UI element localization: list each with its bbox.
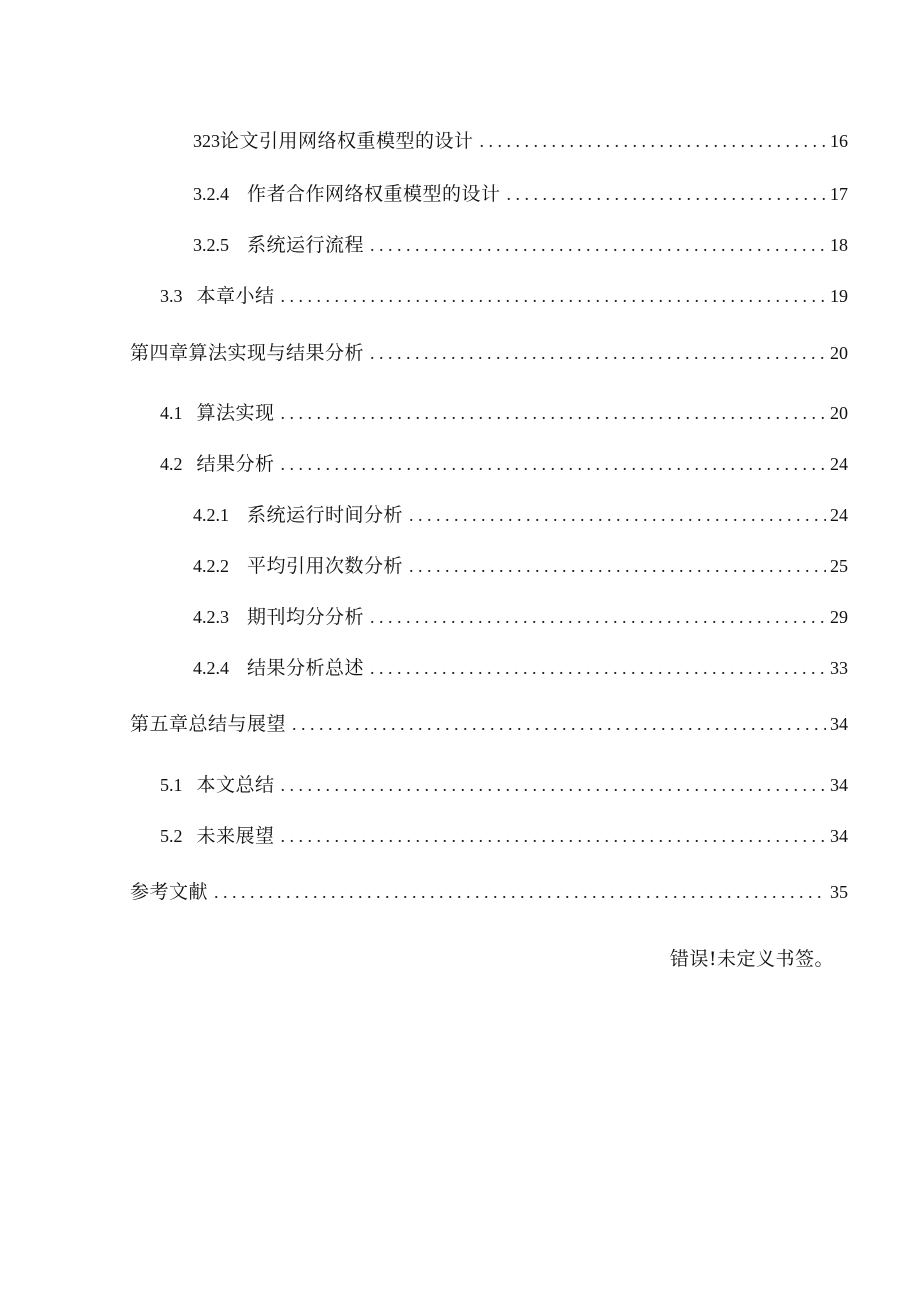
toc-entry-4-2[interactable]	[160, 449, 848, 479]
toc-entry-page: 25	[830, 556, 848, 576]
toc-entry-number: 4.2.1	[193, 505, 229, 525]
toc-entry-4-2-3[interactable]	[193, 602, 848, 632]
toc-leader-dots	[281, 821, 826, 851]
toc-entry-page: 16	[830, 131, 848, 151]
toc-leader-dots	[480, 126, 826, 156]
toc-entry-number: 3.2.4	[193, 184, 229, 204]
toc-entry-title: 结果分析总述	[247, 657, 365, 679]
toc-entry-number: 4.2.4	[193, 658, 229, 678]
toc-entry-page: 34	[830, 826, 848, 846]
toc-entry-title: 作者合作网络权重模型的设计	[247, 183, 501, 205]
toc-entry-number: 3.2.5	[193, 235, 229, 255]
toc-entry-5-2[interactable]	[160, 821, 848, 851]
toc-entry-4-2-4[interactable]	[193, 653, 848, 683]
toc-entry-number: 5.1	[160, 775, 183, 795]
toc-entry-page: 29	[830, 607, 848, 627]
toc-entry-title: 平均引用次数分析	[247, 555, 404, 577]
toc-entry-number: 5.2	[160, 826, 183, 846]
toc-entry-5-1[interactable]	[160, 770, 848, 800]
toc-entry-page: 20	[830, 343, 848, 363]
toc-leader-dots	[281, 398, 826, 428]
toc-entry-chapter-5[interactable]	[130, 709, 848, 739]
toc-entry-references[interactable]	[130, 877, 848, 907]
toc-entry-number: 4.1	[160, 403, 183, 423]
toc-entry-title: 系统运行时间分析	[247, 504, 404, 526]
toc-entry-page: 34	[830, 775, 848, 795]
toc-leader-dots	[370, 230, 826, 260]
toc-entry-page: 34	[830, 714, 848, 734]
toc-entry-number: 3.3	[160, 286, 183, 306]
toc-leader-dots	[507, 179, 826, 209]
toc-entry-3-2-4[interactable]	[193, 179, 848, 209]
toc-leader-dots	[214, 877, 826, 907]
toc-entry-number: 4.2.2	[193, 556, 229, 576]
toc-entry-page: 17	[830, 184, 848, 204]
toc-entry-title: 结果分析	[196, 453, 275, 475]
toc-entry-3-2-5[interactable]	[193, 230, 848, 260]
toc-entry-number: 4.2	[160, 454, 183, 474]
bookmark-error-text: 错误!未定义书签。	[669, 948, 834, 970]
toc-entry-title: 系统运行流程	[247, 234, 365, 256]
toc-entry-title: 期刊均分分析	[247, 606, 365, 628]
toc-leader-dots	[370, 338, 826, 368]
toc-entry-number: 4.2.3	[193, 607, 229, 627]
toc-entry-title: 第四章算法实现与结果分析	[130, 342, 365, 364]
toc-leader-dots	[370, 602, 826, 632]
toc-entry-title: 第五章总结与展望	[130, 713, 287, 735]
toc-entry-title: 算法实现	[196, 402, 275, 424]
toc-leader-dots	[409, 551, 826, 581]
toc-entry-title: 本文总结	[196, 774, 275, 796]
toc-entry-number: 323	[193, 131, 220, 151]
toc-entry-4-2-2[interactable]	[193, 551, 848, 581]
toc-entry-title: 论文引用网络权重模型的设计	[220, 130, 474, 152]
toc-entry-page: 35	[830, 882, 848, 902]
toc-leader-dots	[281, 770, 826, 800]
toc-entry-page: 20	[830, 403, 848, 423]
toc-leader-dots	[409, 500, 826, 530]
toc-entry-4-2-1[interactable]	[193, 500, 848, 530]
toc-entry-page: 24	[830, 505, 848, 525]
toc-entry-chapter-4[interactable]	[130, 338, 848, 368]
toc-entry-page: 33	[830, 658, 848, 678]
toc-entry-3-3[interactable]	[160, 281, 848, 311]
toc-leader-dots	[292, 709, 826, 739]
toc-entry-page: 24	[830, 454, 848, 474]
toc-entry-title: 本章小结	[196, 285, 275, 307]
toc-entry-page: 18	[830, 235, 848, 255]
toc-entry-title: 参考文献	[130, 881, 209, 903]
toc-entry-3-2-3[interactable]	[193, 126, 848, 156]
toc-leader-dots	[281, 281, 826, 311]
toc-entry-page: 19	[830, 286, 848, 306]
toc-leader-dots	[370, 653, 826, 683]
toc-entry-title: 未来展望	[196, 825, 275, 847]
toc-leader-dots	[281, 449, 826, 479]
toc-entry-4-1[interactable]	[160, 398, 848, 428]
